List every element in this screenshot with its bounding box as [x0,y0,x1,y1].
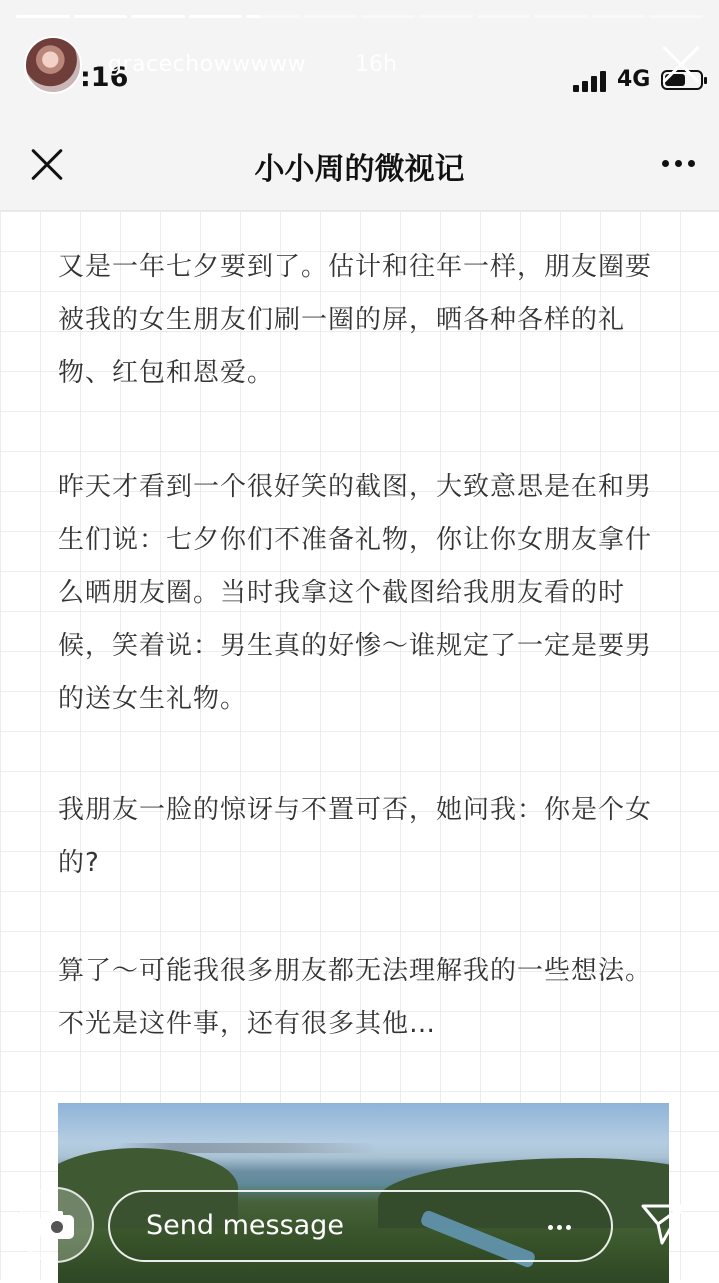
story-progress [16,15,703,19]
story-progress-segment [361,15,415,18]
signal-bars-icon [573,70,611,92]
story-progress-segment [16,15,70,18]
story-username[interactable]: gracechowwwww [108,52,307,77]
story-progress-segment [649,15,703,18]
story-progress-segment [246,15,300,18]
article-body [0,211,719,1280]
story-progress-segment [304,15,358,18]
close-icon[interactable] [660,44,702,86]
send-message-input[interactable] [108,1190,613,1262]
story-progress-segment [534,15,588,18]
status-time: :16 [80,62,129,93]
more-dots-icon[interactable] [548,1225,571,1230]
story-progress-segment [477,15,531,18]
article-paragraph: 又是一年七夕要到了。估计和往年一样，朋友圈要被我的女生朋友们刷一圈的屏，晒各种各样的礼物、红包和恩爱。 [58,252,653,388]
send-message-placeholder: Send message [146,1210,344,1241]
article-paragraph: 昨天才看到一个很好笑的截图，大致意思是在和男生们说：七夕你们不准备礼物，你让你女朋友拿什么晒朋友圈。当时我拿这个截图给我朋友看的时候，笑着说：男生真的好惨～谁规定了一定是要男的送女生礼物。 [58,472,653,714]
send-icon[interactable] [640,1202,686,1246]
article-paragraph: 算了～可能我很多朋友都无法理解我的一些想法。不光是这件事，还有很多其他… [58,956,653,1039]
avatar[interactable] [24,36,82,94]
top-header [0,0,719,211]
page-title: 小小周的微视记 [254,152,465,187]
story-progress-segment [419,15,473,18]
story-progress-segment [74,15,128,18]
camera-icon[interactable] [18,1187,94,1263]
story-progress-segment [131,15,185,18]
story-progress-segment [592,15,646,18]
story-progress-segment [189,15,243,18]
network-label: 4G [617,67,651,92]
article-paragraph: 我朋友一脸的惊讶与不置可否，她问我：你是个女的? [58,795,653,878]
story-time-ago: 16h [355,52,397,77]
more-dots-icon[interactable] [662,160,695,167]
